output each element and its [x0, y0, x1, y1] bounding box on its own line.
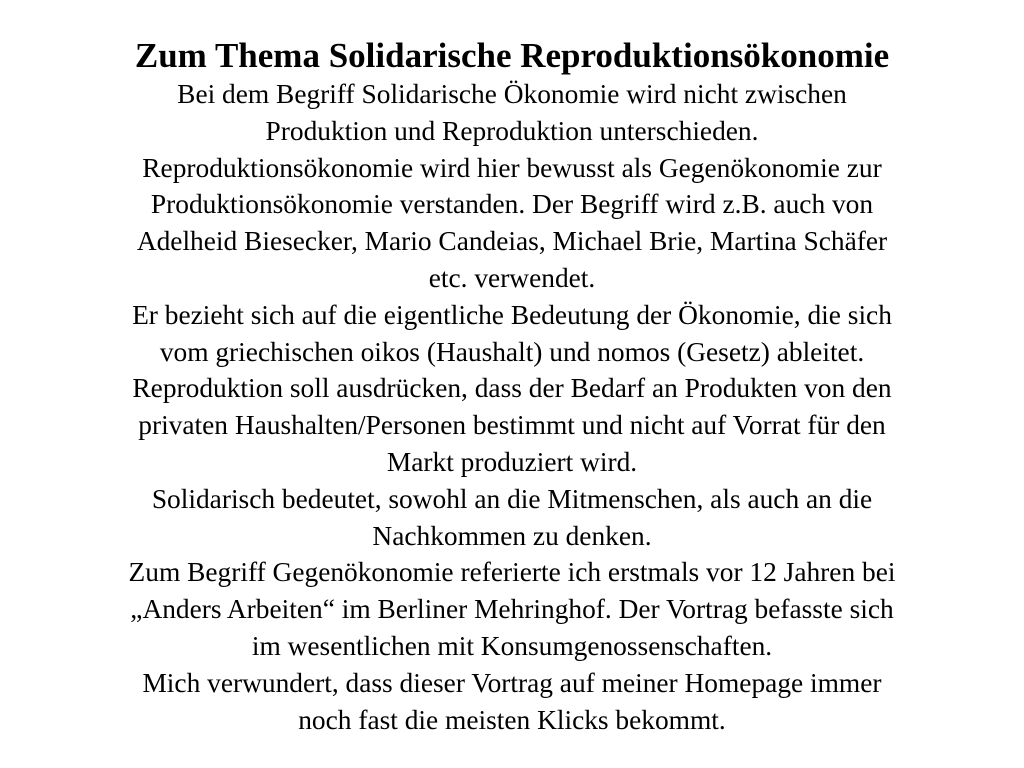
body-line: Nachkommen zu denken.: [372, 520, 652, 551]
slide-body: [12, 76, 1012, 738]
body-line: Reproduktionsökonomie wird hier bewusst als Gegenökonomie zur: [142, 152, 882, 183]
slide-title: Zum Thema Solidarische Reproduktionsökonomie: [134, 36, 890, 75]
body-line: im wesentlichen mit Konsumgenossenschaften.: [251, 630, 773, 661]
body-line: Bei dem Begriff Solidarische Ökonomie wird nicht zwischen: [177, 79, 847, 109]
body-line: etc. verwendet.: [428, 262, 596, 293]
body-line: Mich verwundert, dass dieser Vortrag auf meiner Homepage immer: [142, 667, 882, 698]
body-line: noch fast die meisten Klicks bekommt.: [298, 704, 726, 735]
body-line: privaten Haushalten/Personen bestimmt und nicht auf Vorrat für den: [138, 410, 886, 441]
body-line: Markt produziert wird.: [386, 446, 638, 477]
body-line: vom griechischen oikos (Haushalt) und nomos (Gesetz) ableitet.: [159, 336, 865, 367]
body-line: Adelheid Biesecker, Mario Candeias, Michael Brie, Martina Schäfer: [136, 226, 888, 257]
body-line: Produktionsökonomie verstanden. Der Begriff wird z.B. auch von: [150, 189, 874, 220]
body-line: Reproduktion soll ausdrücken, dass der Bedarf an Produkten von den: [132, 373, 892, 404]
body-line: Er bezieht sich auf die eigentliche Bedeutung der Ökonomie, die sich: [132, 299, 892, 330]
body-line: Solidarisch bedeutet, sowohl an die Mitmenschen, als auch an die: [151, 483, 873, 514]
body-line: Produktion und Reproduktion unterschieden.: [265, 115, 759, 146]
body-line: „Anders Arbeiten“ im Berliner Mehringhof. Der Vortrag befasste sich: [130, 594, 894, 625]
body-line: Zum Begriff Gegenökonomie referierte ich erstmals vor 12 Jahren bei: [128, 557, 896, 588]
